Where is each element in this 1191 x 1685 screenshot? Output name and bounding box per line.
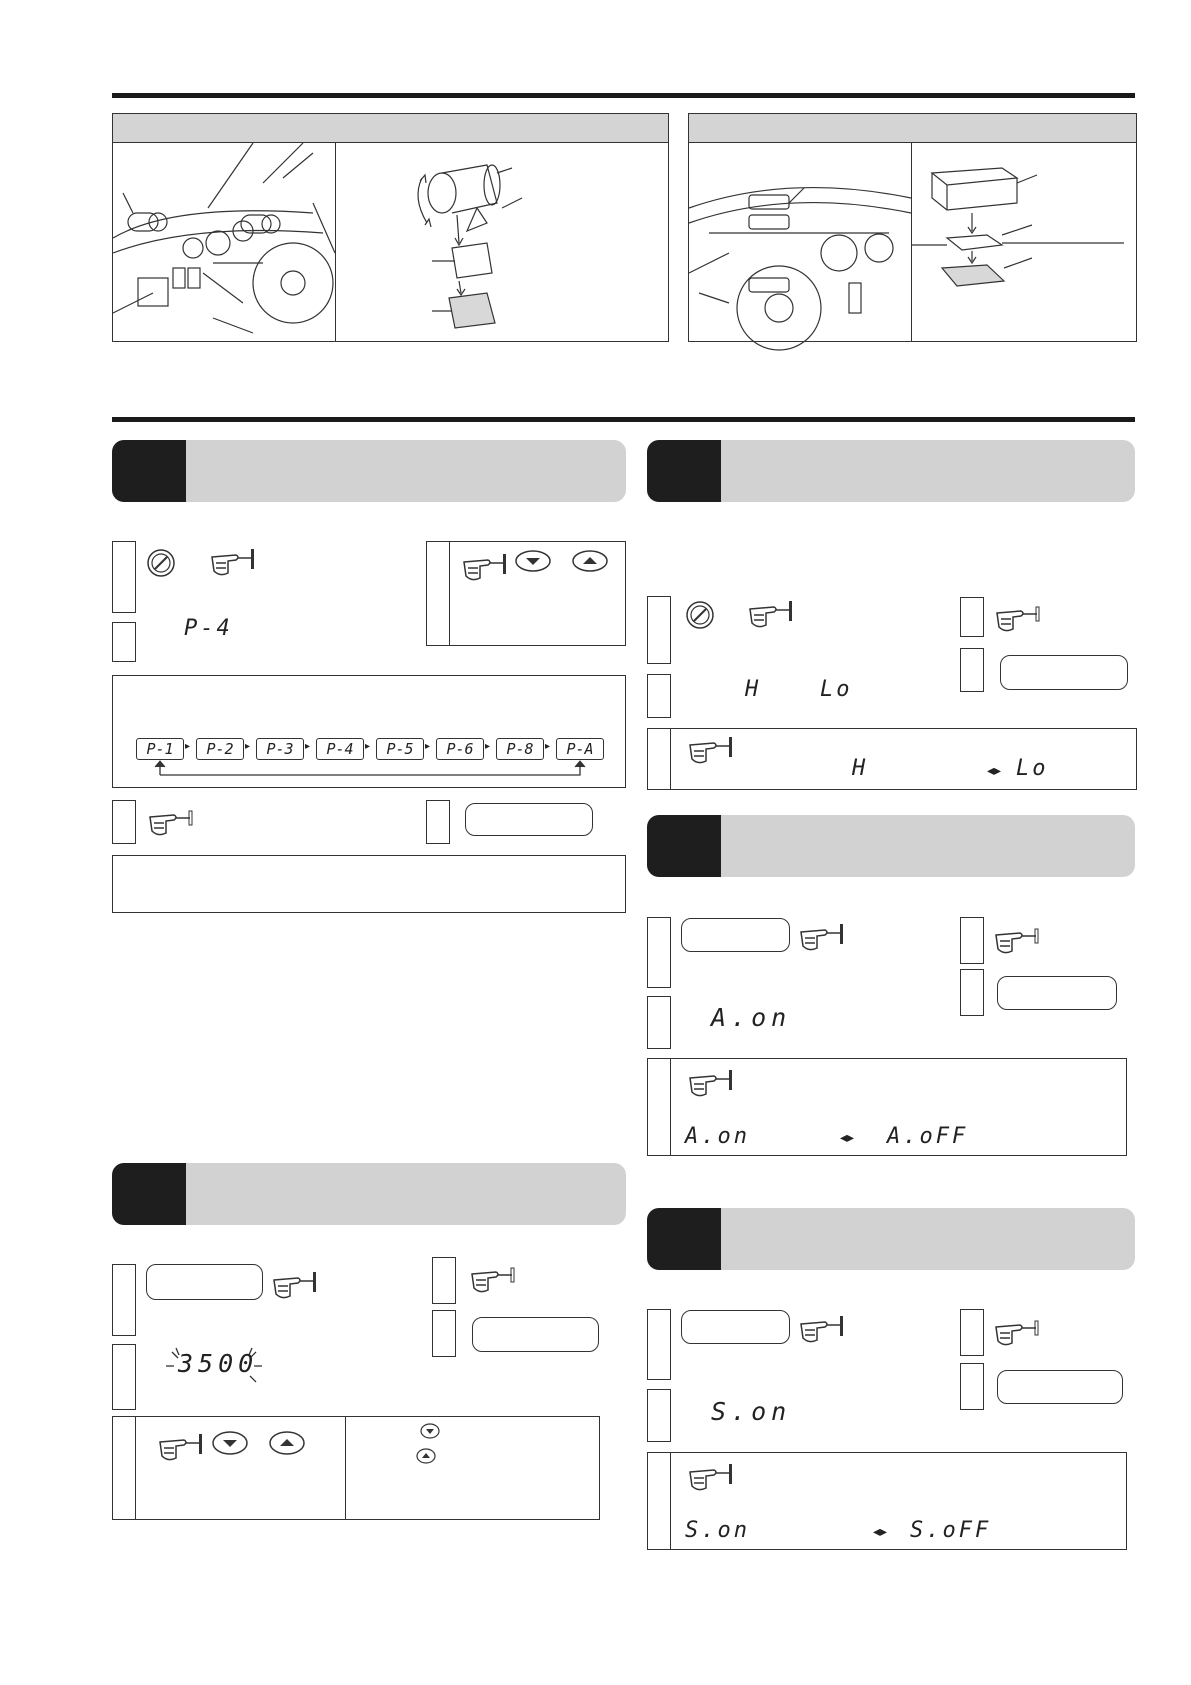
device-button[interactable] (1000, 655, 1128, 690)
step-marker (112, 622, 136, 662)
panel-header (689, 114, 1136, 143)
device-button[interactable] (997, 1370, 1123, 1404)
step-marker (647, 996, 671, 1049)
step-marker (432, 1257, 456, 1304)
device-button[interactable] (681, 1310, 790, 1344)
step-marker (960, 969, 984, 1016)
device-button[interactable] (465, 803, 593, 836)
step-marker (960, 1363, 984, 1410)
hi-toggle-readout: H (852, 756, 869, 781)
down-triangle-small-icon (420, 1423, 440, 1439)
section-rule (112, 417, 1135, 422)
step-marker (647, 917, 671, 988)
controller-mounting-illustration (912, 143, 1136, 341)
pointing-hand-icon[interactable] (797, 1312, 847, 1346)
s-on-readout: S.on (711, 1397, 792, 1426)
right-arrow-icon: ▸ (485, 741, 491, 752)
pattern-pa: P-A (556, 738, 604, 760)
auto-toggle-on-readout: A.on (685, 1124, 750, 1149)
dashboard-meter-illustration (113, 143, 335, 341)
lo-readout: Lo (820, 677, 853, 702)
section-number-block (647, 815, 721, 877)
down-triangle-button-icon[interactable] (211, 1430, 249, 1456)
section-number-block (647, 1208, 721, 1270)
auto-on-readout: A.on (711, 1003, 792, 1032)
section-number-block (112, 440, 186, 502)
step-marker (427, 542, 450, 645)
s-toggle-off-readout: S.oFF (910, 1518, 992, 1543)
section-number-block (112, 1163, 186, 1225)
left-right-arrow-icon: ◂▸ (987, 763, 1002, 779)
up-triangle-button-icon[interactable] (571, 549, 609, 573)
pointing-hand-icon[interactable] (146, 805, 196, 839)
device-button[interactable] (681, 918, 790, 952)
section-header-hi-lo (647, 440, 1135, 502)
hi-readout: H (745, 677, 762, 702)
pointing-hand-icon[interactable] (746, 597, 796, 631)
ignition-key-icon (685, 600, 715, 630)
pointing-hand-icon[interactable] (460, 550, 510, 584)
step-marker (960, 917, 984, 964)
pointing-hand-icon[interactable] (208, 545, 258, 579)
right-arrow-icon: ▸ (305, 741, 311, 752)
s-toggle-on-readout: S.on (685, 1518, 750, 1543)
right-arrow-icon: ▸ (425, 741, 431, 752)
device-button[interactable] (997, 976, 1117, 1010)
pointing-hand-icon[interactable] (686, 1460, 736, 1494)
installation-panel-controller (688, 113, 1137, 342)
step-marker (432, 1310, 456, 1357)
pointing-hand-icon[interactable] (993, 601, 1043, 635)
step-marker (648, 729, 671, 789)
lo-toggle-readout: Lo (1016, 756, 1049, 781)
box-divider (345, 1417, 346, 1519)
step-marker (112, 800, 136, 844)
top-rule (112, 93, 1135, 98)
pattern-loop-arrow (158, 761, 598, 781)
section-header-auto (647, 815, 1135, 877)
dashboard-controller-illustration (689, 143, 911, 341)
right-arrow-icon: ▸ (185, 741, 191, 752)
step-marker (113, 1417, 136, 1519)
pointing-hand-icon[interactable] (797, 920, 847, 954)
pointing-hand-icon[interactable] (270, 1268, 320, 1302)
step-marker (647, 596, 671, 664)
step-marker (648, 1059, 671, 1155)
step-marker (960, 1309, 984, 1356)
left-right-arrow-icon: ◂▸ (840, 1130, 855, 1146)
auto-toggle-off-readout: A.oFF (887, 1124, 969, 1149)
step-marker (960, 597, 984, 637)
step-marker (647, 1309, 671, 1380)
pointing-hand-icon[interactable] (992, 1315, 1042, 1349)
pattern-p2: P-2 (196, 738, 244, 760)
right-arrow-icon: ▸ (545, 741, 551, 752)
pattern-display-readout: P-4 (184, 616, 233, 641)
pointing-hand-icon[interactable] (468, 1262, 518, 1296)
step-marker (112, 1264, 136, 1336)
step-marker (426, 800, 450, 844)
warning-rpm-readout: 3500 (178, 1349, 259, 1378)
left-right-arrow-icon: ◂▸ (873, 1524, 888, 1540)
pointing-hand-icon[interactable] (686, 1066, 736, 1100)
device-button[interactable] (146, 1264, 263, 1300)
pattern-p5: P-5 (376, 738, 424, 760)
up-triangle-small-icon (416, 1448, 436, 1464)
step-marker (960, 648, 984, 692)
up-triangle-button-icon[interactable] (268, 1430, 306, 1456)
section-number-block (647, 440, 721, 502)
ignition-key-icon (146, 548, 176, 578)
device-button[interactable] (472, 1317, 599, 1352)
section-header-warning (112, 1163, 626, 1225)
pattern-p6: P-6 (436, 738, 484, 760)
section-header-pattern (112, 440, 626, 502)
panel-divider (335, 142, 336, 341)
pattern-p8: P-8 (496, 738, 544, 760)
meter-mounting-illustration (337, 143, 667, 341)
step-marker (112, 1344, 136, 1410)
down-triangle-button-icon[interactable] (514, 549, 552, 573)
section-header-s (647, 1208, 1135, 1270)
pattern-p3: P-3 (256, 738, 304, 760)
step-marker (647, 1389, 671, 1442)
pattern-p1: P-1 (136, 738, 184, 760)
step-marker (647, 674, 671, 718)
step-marker (112, 541, 136, 613)
pointing-hand-icon[interactable] (156, 1430, 206, 1464)
pattern-p4: P-4 (316, 738, 364, 760)
panel-header (113, 114, 668, 143)
pointing-hand-icon[interactable] (992, 923, 1042, 957)
pointing-hand-icon[interactable] (686, 733, 736, 767)
right-arrow-icon: ▸ (365, 741, 371, 752)
right-arrow-icon: ▸ (245, 741, 251, 752)
note-box (112, 855, 626, 913)
step-marker (648, 1453, 671, 1549)
installation-panel-meter (112, 113, 669, 342)
